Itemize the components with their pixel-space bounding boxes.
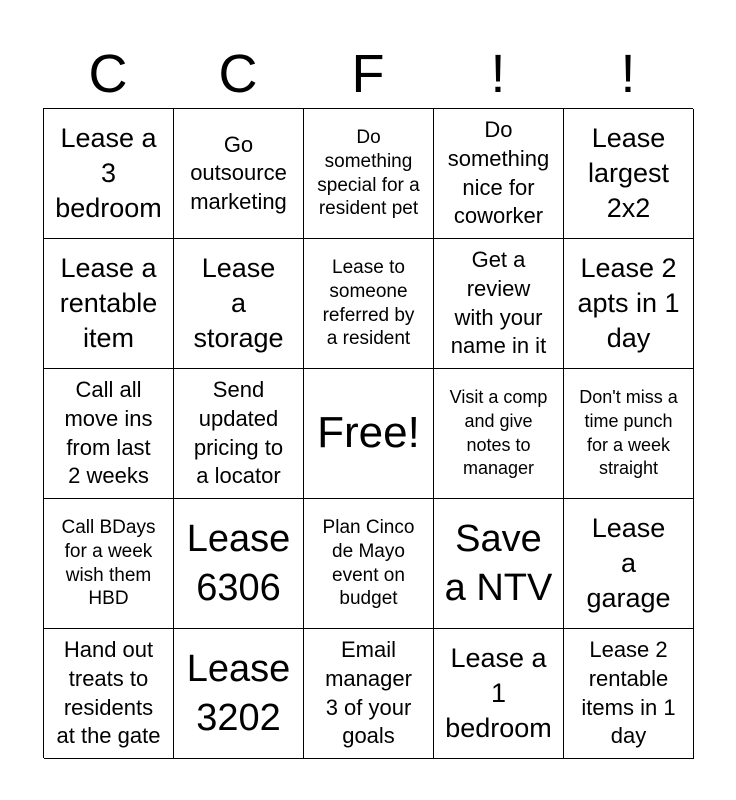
bingo-header bbox=[43, 40, 693, 108]
cell-label: Send updated pricing to a locator bbox=[193, 377, 284, 489]
bingo-board bbox=[43, 108, 693, 758]
bingo-cell[interactable] bbox=[304, 629, 434, 759]
cell-label: Lease 2 apts in 1 day bbox=[577, 252, 680, 354]
cell-label: Lease a storage bbox=[193, 252, 284, 354]
cell-label: Email manager 3 of your goals bbox=[325, 637, 412, 749]
cell-label: Lease to someone referred by a resident bbox=[322, 257, 415, 350]
bingo-cell[interactable] bbox=[304, 239, 434, 369]
cell-label: Lease 3202 bbox=[186, 647, 291, 739]
cell-label: Save a NTV bbox=[444, 517, 553, 609]
bingo-cell[interactable] bbox=[174, 629, 304, 759]
bingo-cell[interactable] bbox=[44, 239, 174, 369]
bingo-cell[interactable] bbox=[44, 629, 174, 759]
bingo-cell[interactable] bbox=[174, 369, 304, 499]
cell-label: Don't miss a time punch for a week straight bbox=[579, 387, 678, 479]
cell-label: Lease largest 2x2 bbox=[587, 122, 670, 224]
cell-label: Visit a comp and give notes to manager bbox=[449, 387, 548, 479]
header-letter-3: F bbox=[351, 44, 385, 104]
cell-label: Lease 6306 bbox=[186, 517, 291, 609]
bingo-cell[interactable] bbox=[174, 109, 304, 239]
cell-label: Hand out treats to residents at the gate bbox=[56, 637, 161, 749]
cell-label: Call BDays for a week wish them HBD bbox=[61, 517, 156, 610]
cell-label: Lease a 1 bedroom bbox=[445, 642, 552, 744]
bingo-cell[interactable] bbox=[564, 239, 694, 369]
bingo-cell[interactable] bbox=[44, 499, 174, 629]
bingo-cell[interactable] bbox=[304, 109, 434, 239]
cell-label: Plan Cinco de Mayo event on budget bbox=[322, 517, 415, 610]
cell-label: Go outsource marketing bbox=[190, 131, 287, 214]
free-label: Free! bbox=[317, 408, 420, 458]
cell-label: Get a review with your name in it bbox=[450, 247, 547, 359]
bingo-cell[interactable] bbox=[564, 499, 694, 629]
bingo-cell[interactable] bbox=[44, 369, 174, 499]
header-letter-4: ! bbox=[490, 44, 506, 104]
bingo-cell[interactable] bbox=[564, 629, 694, 759]
bingo-cell[interactable] bbox=[564, 109, 694, 239]
bingo-cell[interactable] bbox=[434, 629, 564, 759]
header-letter-1: C bbox=[88, 44, 128, 104]
cell-label: Lease a garage bbox=[586, 512, 671, 614]
bingo-cell[interactable] bbox=[174, 499, 304, 629]
bingo-cell[interactable] bbox=[434, 109, 564, 239]
cell-label: Call all move ins from last 2 weeks bbox=[64, 377, 153, 489]
bingo-cell[interactable] bbox=[304, 499, 434, 629]
bingo-cell[interactable] bbox=[564, 369, 694, 499]
header-letter-2: C bbox=[218, 44, 258, 104]
bingo-cell[interactable] bbox=[44, 109, 174, 239]
bingo-cell[interactable] bbox=[434, 239, 564, 369]
bingo-cell[interactable] bbox=[434, 369, 564, 499]
cell-label: Do something special for a resident pet bbox=[317, 127, 420, 220]
cell-label: Lease 2 rentable items in 1 day bbox=[581, 637, 676, 749]
bingo-cell[interactable] bbox=[174, 239, 304, 369]
free-space[interactable] bbox=[304, 369, 434, 499]
header-letter-5: ! bbox=[620, 44, 636, 104]
cell-label: Lease a rentable item bbox=[59, 252, 158, 354]
bingo-cell[interactable] bbox=[434, 499, 564, 629]
cell-label: Do something nice for coworker bbox=[447, 117, 550, 229]
cell-label: Lease a 3 bedroom bbox=[55, 122, 162, 224]
